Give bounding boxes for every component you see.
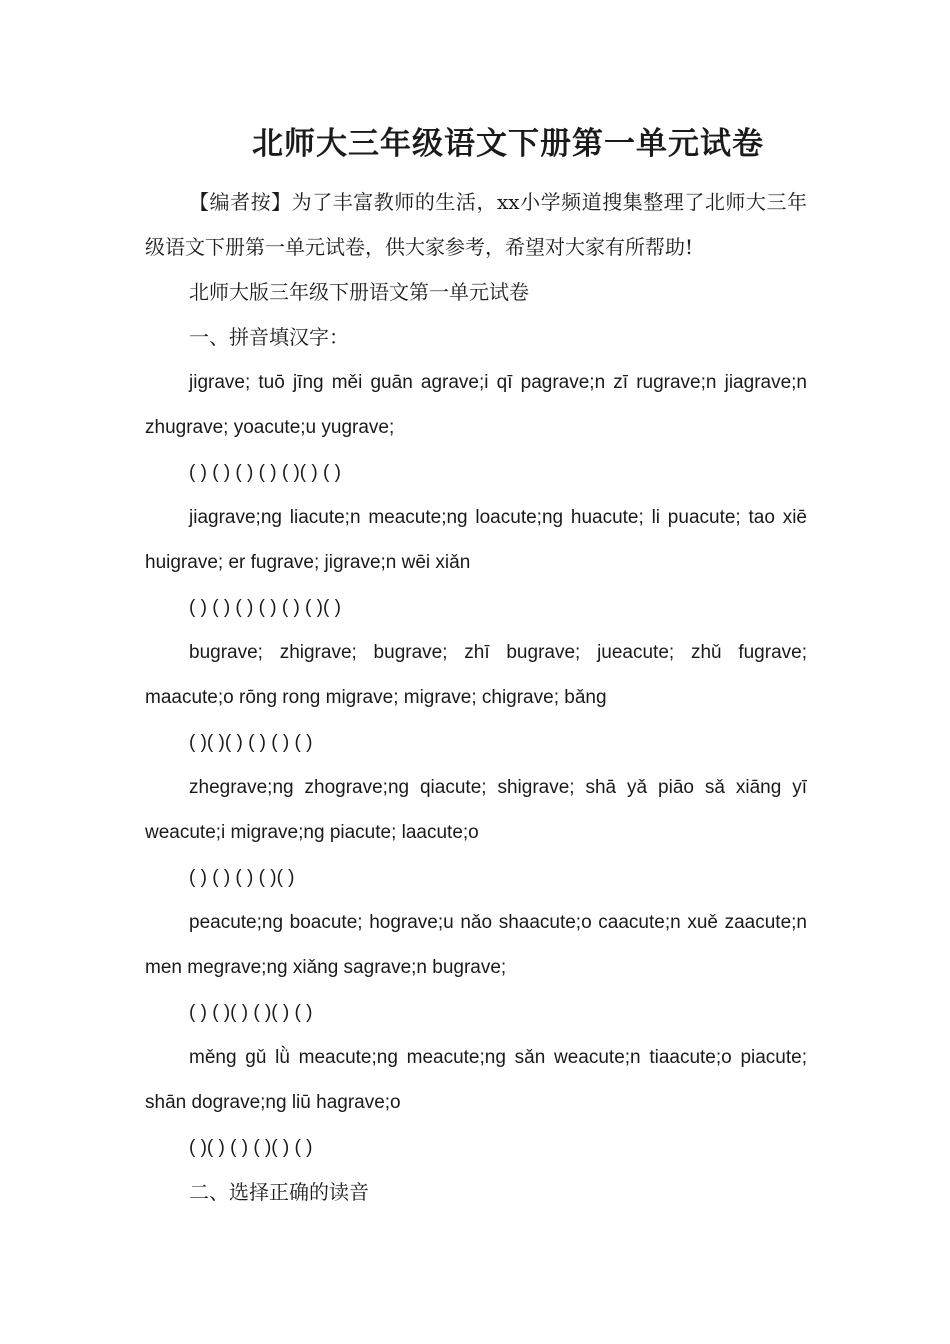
section-heading-pinyin: 一、拼音填汉字： [189, 325, 349, 349]
document-body [145, 180, 807, 1215]
exercise-pinyin: jiagrave;ng liacute;n meacute;ng loacute;ng huacute; li puacute; tao xiē huigrave; er fugrave; jigrave;n wēi xiǎn [145, 507, 807, 573]
intro-paragraph: 【编者按】为了丰富教师的生活，xx小学频道搜集整理了北师大三年级语文下册第一单元试卷，供大家参考，希望对大家有所帮助! [145, 190, 807, 259]
exercise-pinyin: měng gǔ lǜ meacute;ng meacute;ng sǎn weacute;n tiaacute;o piacute; shān dograve;ng liū hagrave;o [145, 1047, 807, 1113]
exercise-blanks: ( ) ( ) ( ) ( ) ( ) ( )( ) [189, 597, 341, 618]
exercise-blanks: ( )( ) ( ) ( )( ) ( ) [189, 1137, 313, 1158]
exercise-pinyin: bugrave; zhigrave; bugrave; zhī bugrave; jueacute; zhǔ fugrave; maacute;o rōng rong migrave; migrave; chigrave; bǎng [145, 642, 807, 708]
exercise-pinyin: zhegrave;ng zhograve;ng qiacute; shigrave; shā yǎ piāo sǎ xiāng yī weacute;i migrave;ng piacute; laacute;o [145, 777, 807, 843]
exercise-pinyin: peacute;ng boacute; hograve;u nǎo shaacute;o caacute;n xuě zaacute;n men megrave;ng xiǎng sagrave;n bugrave; [145, 912, 807, 978]
exercise-blanks: ( ) ( ) ( ) ( ) ( )( ) ( ) [189, 462, 341, 483]
exercise-blanks: ( )( )( ) ( ) ( ) ( ) [189, 732, 313, 753]
exercise-pinyin: jigrave; tuō jīng měi guān agrave;i qī pagrave;n zī rugrave;n jiagrave;n zhugrave; yoacute;u yugrave; [145, 372, 807, 438]
section-heading-reading: 二、选择正确的读音 [189, 1180, 369, 1204]
exercise-blanks: ( ) ( )( ) ( )( ) ( ) [189, 1002, 313, 1023]
subtitle-paragraph: 北师大版三年级下册语文第一单元试卷 [189, 280, 529, 304]
exercise-blanks: ( ) ( ) ( ) ( )( ) [189, 867, 295, 888]
document-title: 北师大三年级语文下册第一单元试卷 [252, 126, 764, 162]
